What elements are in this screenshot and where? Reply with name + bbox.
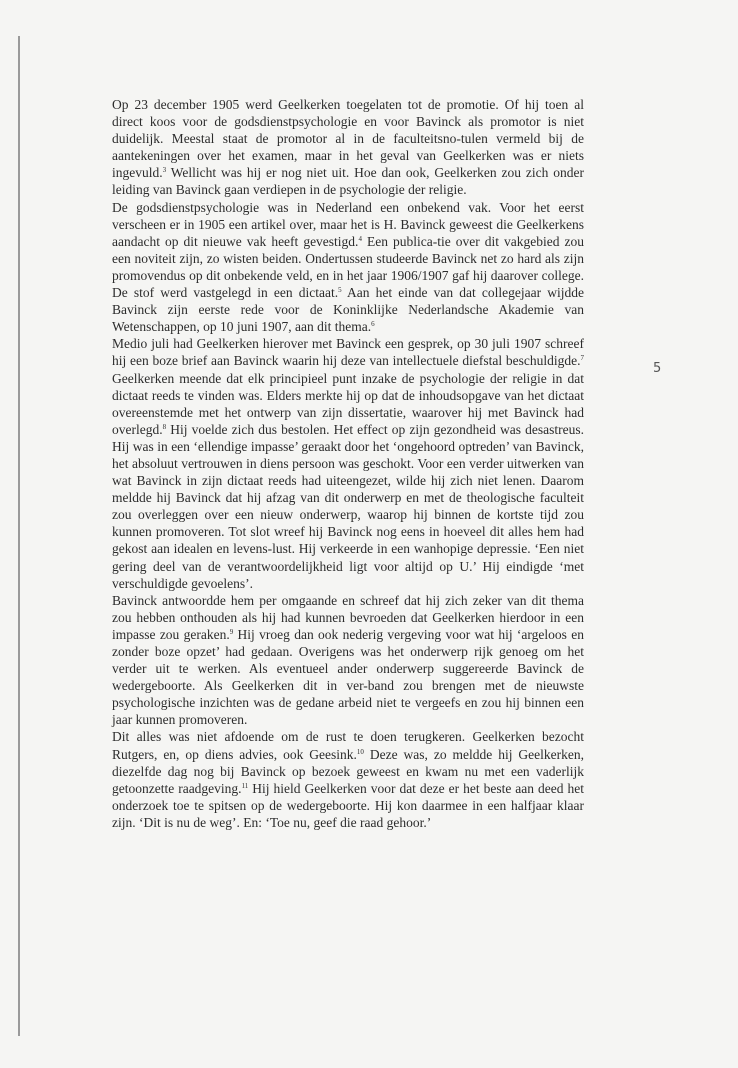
paragraph: Medio juli had Geelkerken hierover met Bavinck een gesprek, op 30 juli 1907 schreef hij een boze brief aan Bavinck waarin hij deze van intellectuele diefstal beschuldigde.$^7$ Geelkerken meende dat elk principieel punt inzake de psychologie der religie in dat dictaat reeds te vinden was. Elders merkte hij op dat de inhoudsopgave van het dictaat overeenstemde met het ontwerp van zijn dissertatie, waarover hij met Bavinck had overlegd.$^8$ Hij voelde zich dus bestolen. Het effect op zijn gezondheid was desastreus. Hij was in een ‘ellendige impasse’ geraakt door het ‘ongehoord optreden’ van Bavinck, het absoluut vertrouwen in diens persoon was geschokt. Voor een verder uitwerken van wat Bavinck in zijn dictaat reeds had uiteengezet, wilde hij zich niet lenen. Daarom meldde hij Bavinck dat hij afzag van dit onderwerp en met de theologische faculteit zou overleggen over een nieuw onderwerp, waarop hij binnen de kortste tijd zou kunnen promoveren. Tot slot wreef hij Bavinck nog eens in hoeveel dit alles hem had gekost aan idealen en levens-lust. Hij verkeerde in een wanhopige depressie. ‘Een niet gering deel van de verantwoordelijkheid ligt voor altijd op U.’ Hij eindigde ‘met verschuldigde gevoelens’. [112,336,584,591]
binding-edge-line [18,36,20,1036]
footnote-ref[interactable]: 10 [356,747,364,756]
page-number: 5 [653,361,662,376]
footnote-ref[interactable]: 11 [241,781,249,790]
paragraph: Bavinck antwoordde hem per omgaande en schreef dat hij zich zeker van dit thema zou hebben onthouden als hij had kunnen bevroeden dat Geelkerken hierdoor in een impasse zou geraken.$^9$ Hij vroeg dan ook nederig vergeving voor wat hij ‘argeloos en zonder boze opzet’ had gedaan. Overigens was het onderwerp rijk genoeg om het verder uit te werken. Als eventueel ander onderwerp suggereerde Bavinck de wedergeboorte. Als Geelkerken dit in ver-band zou brengen met de nieuwste psychologische inzichten was de gedane arbeid niet te vergeefs en zou hij binnen een jaar kunnen promoveren. [112,592,584,728]
footnote-ref[interactable]: 7 [580,354,584,363]
paragraph: Op 23 december 1905 werd Geelkerken toegelaten tot de promotie. Of hij toen al direct koos voor de godsdienstpsychologie en voor Bavinck als promotor is niet duidelijk. Meestal staat de promotor al in de faculteitsno-tulen vermeld bij de aantekeningen over het examen, maar in het geval van Geelkerken was er niets ingevuld.$^3$ Wellicht was hij er nog niet uit. Hoe dan ook, Geelkerken zou zich onder leiding van Bavinck gaan verdiepen in de psychologie der religie. [112,97,584,198]
footnote-ref[interactable]: 6 [371,320,375,329]
footnote-ref[interactable]: 9 [229,627,234,636]
body-text [112,96,584,831]
footnote-ref[interactable]: 8 [162,422,167,431]
paragraph: Dit alles was niet afdoende om de rust te doen terugkeren. Geelkerken bezocht Rutgers, en, op diens advies, ook Geesink.$^{10}$ Deze was, zo meldde hij Geelkerken, diezelfde dag nog bij Bavinck op bezoek geweest en kwam nu met een vaderlijk getoonzette raadgeving.$^{11}$ Hij hield Geelkerken voor dat deze er het beste aan deed het onderzoek toe te spitsen op de wedergeboorte. Hij kon daarmee in een halfjaar klaar zijn. ‘Dit is nu de weg’. En: ‘Toe nu, geef die raad gehoor.’ [112,729,584,830]
footnote-ref[interactable]: 4 [358,234,362,243]
footnote-ref[interactable]: 5 [338,286,342,295]
paragraph: De godsdienstpsychologie was in Nederland een onbekend vak. Voor het eerst verscheen er in 1905 een artikel over, maar het is H. Bavinck geweest die Geelkerkens aandacht op dit nieuwe vak heeft gevestigd.$^4$ Een publica-tie over dit vakgebied zou een noviteit zijn, zo wisten beiden. Ondertussen studeerde Bavinck net zo hard als zijn promovendus op dit onbekende veld, en in het jaar 1906/1907 gaf hij daarover college. De stof werd vastgelegd in een dictaat.$^5$ Aan het einde van dat collegejaar wijdde Bavinck zijn eerste rede voor de Koninklijke Nederlandsche Akademie van Wetenschappen, op 10 juni 1907, aan dit thema.$^6$ [112,199,584,335]
footnote-ref[interactable]: 3 [162,166,167,175]
